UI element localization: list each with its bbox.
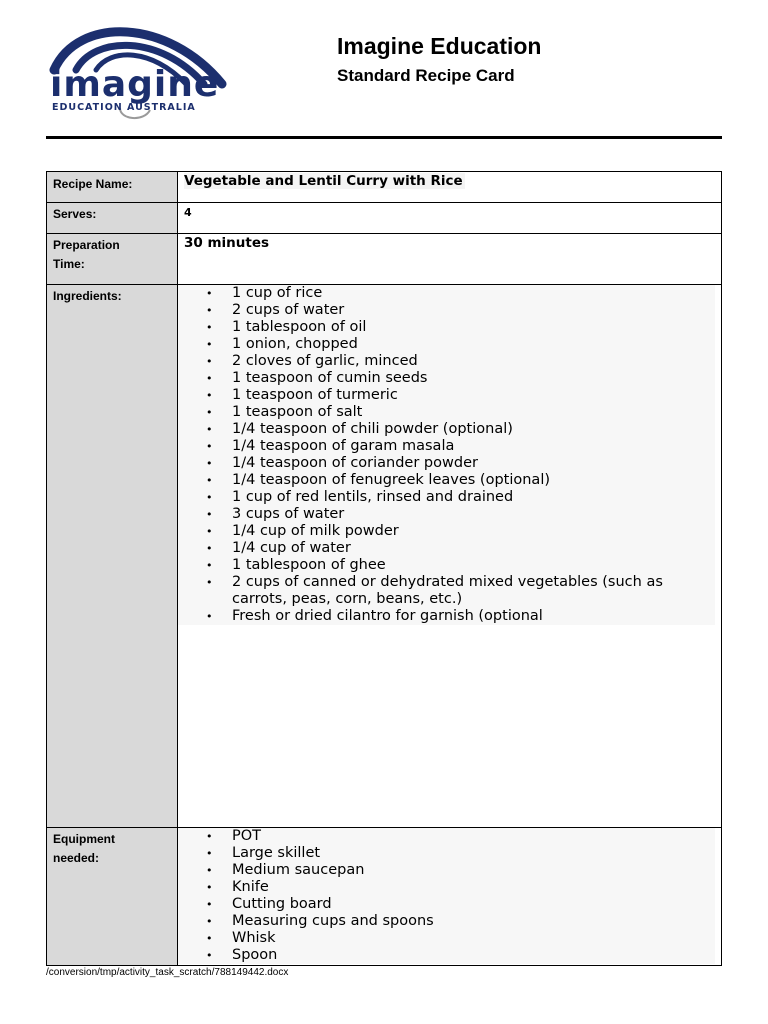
list-item: • Medium saucepan xyxy=(232,862,715,879)
serves-cell xyxy=(178,203,722,234)
document-title: Imagine Education xyxy=(337,33,542,59)
list-item: • 1 teaspoon of cumin seeds xyxy=(232,370,715,387)
footer-file-path: /conversion/tmp/activity_task_scratch/788149442.docx xyxy=(46,967,289,978)
row-recipe-name xyxy=(47,172,722,203)
list-item: • 3 cups of water xyxy=(232,506,715,523)
equipment-list xyxy=(178,828,715,964)
row-ingredients xyxy=(47,285,722,828)
recipe-card-table xyxy=(46,171,722,966)
list-item: • 2 cups of canned or dehydrated mixed vegetables (such as carrots, peas, corn, beans, etc.) xyxy=(232,574,715,608)
list-item: • Fresh or dried cilantro for garnish (optional xyxy=(232,608,715,625)
imagine-logo xyxy=(48,24,228,124)
row-serves xyxy=(47,203,722,234)
list-item: • 2 cloves of garlic, minced xyxy=(232,353,715,370)
recipe-name-cell xyxy=(178,172,722,203)
list-item: • 1 cup of red lentils, rinsed and drained xyxy=(232,489,715,506)
document-subtitle: Standard Recipe Card xyxy=(337,66,515,85)
list-item: • 2 cups of water xyxy=(232,302,715,319)
recipe-name-label: Recipe Name: xyxy=(47,172,178,203)
ingredients-cell xyxy=(178,285,722,828)
ingredients-list xyxy=(178,285,715,625)
list-item: • 1/4 teaspoon of garam masala xyxy=(232,438,715,455)
list-item: • Whisk xyxy=(232,930,715,947)
header-divider xyxy=(46,136,722,139)
equipment-cell xyxy=(178,828,722,966)
list-item: • POT xyxy=(232,828,715,845)
row-equipment xyxy=(47,828,722,966)
list-item: • 1 tablespoon of oil xyxy=(232,319,715,336)
list-item: • 1 teaspoon of turmeric xyxy=(232,387,715,404)
list-item: • Large skillet xyxy=(232,845,715,862)
list-item: • 1 cup of rice xyxy=(232,285,715,302)
prep-time-value: 30 minutes xyxy=(184,235,270,251)
list-item: • Measuring cups and spoons xyxy=(232,913,715,930)
equipment-label: Equipment needed: xyxy=(47,828,178,966)
serves-label: Serves: xyxy=(47,203,178,234)
list-item: • Spoon xyxy=(232,947,715,964)
logo-subtitle: EDUCATION AUSTRALIA xyxy=(52,102,196,113)
list-item: • Knife xyxy=(232,879,715,896)
prep-time-label: Preparation Time: xyxy=(47,234,178,285)
list-item: • 1 teaspoon of salt xyxy=(232,404,715,421)
recipe-name-value: Vegetable and Lentil Curry with Rice xyxy=(184,173,463,189)
list-item: • 1/4 cup of water xyxy=(232,540,715,557)
list-item: • 1/4 teaspoon of chili powder (optional) xyxy=(232,421,715,438)
list-item: • 1/4 cup of milk powder xyxy=(232,523,715,540)
row-prep-time xyxy=(47,234,722,285)
serves-value: 4 xyxy=(184,206,192,219)
list-item: • 1 onion, chopped xyxy=(232,336,715,353)
prep-time-cell xyxy=(178,234,722,285)
logo-word: imagine xyxy=(50,64,220,105)
list-item: • Cutting board xyxy=(232,896,715,913)
ingredients-label: Ingredients: xyxy=(47,285,178,828)
list-item: • 1/4 teaspoon of coriander powder xyxy=(232,455,715,472)
list-item: • 1 tablespoon of ghee xyxy=(232,557,715,574)
list-item: • 1/4 teaspoon of fenugreek leaves (optional) xyxy=(232,472,715,489)
